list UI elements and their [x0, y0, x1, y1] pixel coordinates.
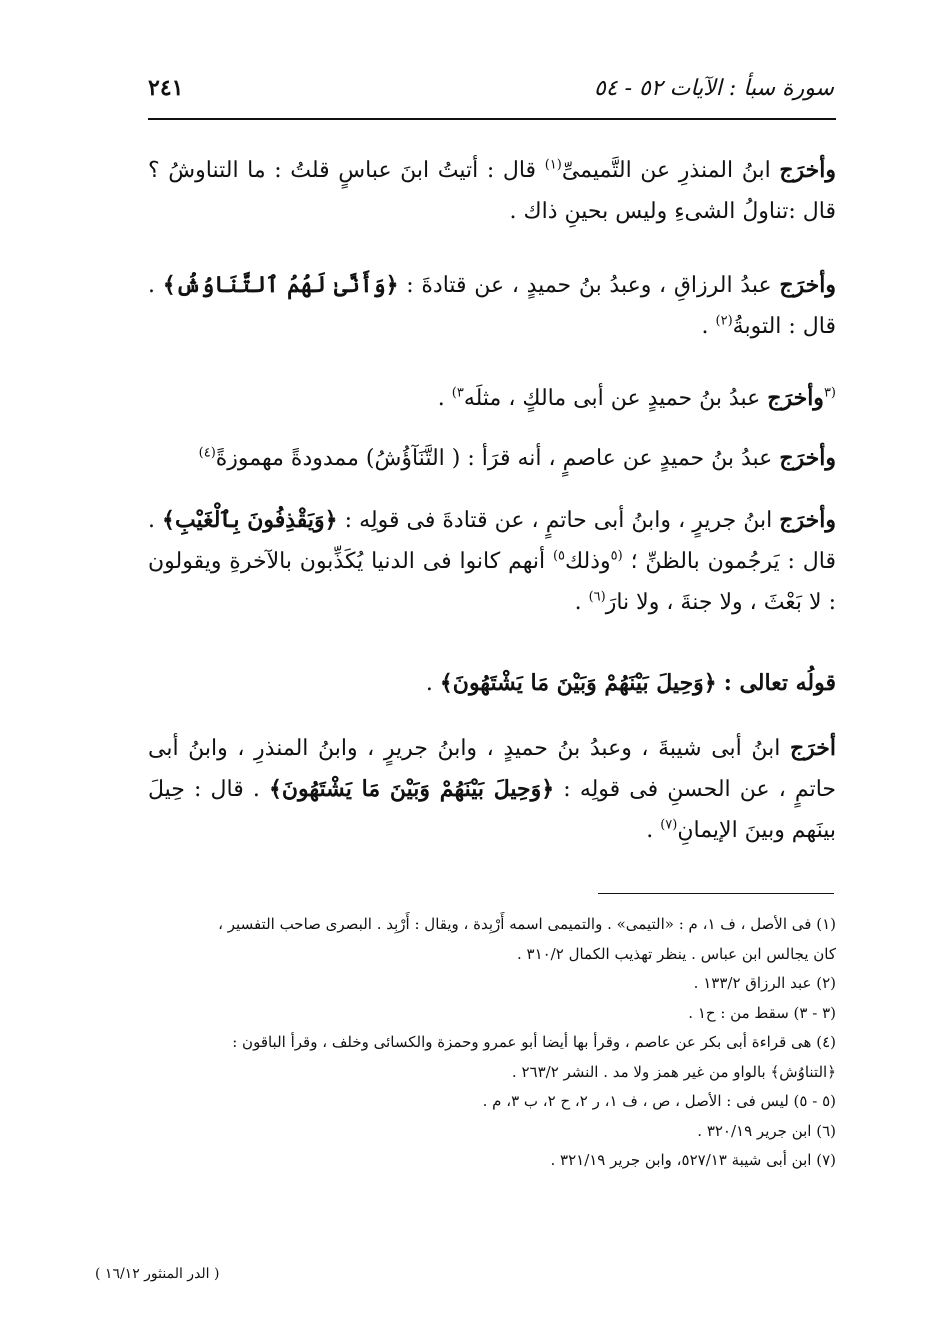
footnote-ref: (٤) [198, 445, 216, 461]
page-number: ٢٤١ [148, 75, 184, 101]
lead-word: وأخرَج [779, 272, 836, 298]
footnote-line: كان يجالس ابن عباس . ينظر تهذيب الكمال ٣١٠/٢ . [516, 944, 836, 963]
footnote-line: (٢) عبد الرزاق ١٣٣/٢ . [693, 974, 836, 992]
paragraph-text: . [646, 818, 654, 843]
footnote-ref: (٢) [715, 313, 733, 329]
paragraph-text: . [574, 590, 582, 615]
paragraph-2 [148, 265, 836, 347]
volume-reference: ( الدر المنثور ١٦/١٢ ) [95, 1266, 220, 1282]
footnote-ref: (١) [544, 157, 562, 173]
quran-verse: ﴿وَحِيلَ بَيْنَهُمْ وَبَيْنَ مَا يَشْتَهُونَ﴾ [268, 776, 555, 802]
lead-word: وأخرَج [767, 385, 824, 411]
paragraph-1 [148, 150, 836, 232]
footnote-ref: ٥) [552, 548, 565, 564]
footnote-line: (٥ - ٥) ليس فى : الأصل ، ص ، ف ١، ر ٢، ح ٢، ب ٣، م . [482, 1092, 836, 1110]
footnote-ref: (٦) [588, 589, 606, 605]
paragraph-text: . [425, 671, 433, 696]
quran-verse: ﴿وَيَقْذِفُونَ بِٱلْغَيْبِ﴾ [162, 507, 338, 533]
lead-word: قولُه تعالى : [723, 670, 836, 696]
paragraph-text: قال : أتيتُ ابنَ عباسٍ قلتُ : ما التناوشُ ؟ قال :تناولُ الشىءِ وليس بحينِ ذاك . [148, 158, 836, 224]
paragraph-text: عبدُ بنُ حميدٍ عن عاصمٍ ، أنه قرَأ : ( التَّنَآؤُشُ) ممدودةً مهموزةً [215, 446, 773, 471]
paragraph-text: . [437, 386, 445, 411]
footnote-line: (٣ - ٣) سقط من : ح١ . [688, 1003, 836, 1022]
paragraph-text: أنهم كانوا فى الدنيا يُكَذِّبون بالآخرةِ ويقولون : لا بَعْثَ ، ولا جنةَ ، ولا نارَ [148, 549, 836, 615]
footnote-line: ﴿التناوُش﴾ بالواو من غير همز ولا مد . النشر ٢٦٣/٢ . [511, 1062, 836, 1081]
footnotes [148, 910, 836, 1176]
footnote-line: (٧) ابن أبى شيبة ٥٢٧/١٣، وابن جرير ٣٢١/١٩ . [550, 1151, 836, 1169]
paragraph-text: . قال : حِيلَ بينَهم وبينَ الإيمانِ [148, 777, 836, 843]
paragraph-text: ابنُ المنذرِ عن التَّميمىِّ [561, 158, 771, 183]
running-header [148, 68, 834, 108]
paragraph-text: ابنُ أبى شيبةَ ، وعبدُ بنُ حميدٍ ، وابنُ جريرٍ ، وابنُ المنذرِ ، وابنُ أبى حاتمٍ ، عن الحسنِ فى قولِه : [148, 736, 836, 802]
header-rule [148, 118, 836, 120]
paragraph-text: عبدُ بنُ حميدٍ عن أبى مالكٍ ، مثلَه [463, 386, 761, 411]
footnote-ref: (٥ [610, 548, 623, 564]
lead-word: أخرَج [789, 735, 836, 761]
footnote-line: (٦) ابن جرير ٣٢٠/١٩ . [697, 1121, 836, 1140]
paragraph-4 [148, 438, 836, 479]
quran-verse: ﴿وَأَنَّىٰ لَهُمُ ٱلتَّنَاوُشُ﴾ [162, 272, 399, 298]
header-title: سورة سبأ : الآيات ٥٢ - ٥٤ [593, 75, 834, 101]
paragraph-6 [148, 663, 836, 704]
paragraph-text: . [701, 314, 709, 339]
lead-word: وأخرَج [779, 445, 836, 471]
footnote-ref: (٣ [823, 385, 836, 401]
footnote-ref: ٣) [451, 385, 464, 401]
footnote-ref: (٧) [660, 817, 678, 833]
lead-word: وأخرَج [779, 157, 836, 183]
footnote-rule [598, 893, 834, 894]
paragraph-text: . قال : التوبةُ [148, 273, 836, 339]
paragraph-text: . قال : يَرجُمون بالظنِّ ؛ [148, 508, 836, 574]
quran-verse: ﴿وَحِيلَ بَيْنَهُمْ وَبَيْنَ مَا يَشْتَهُونَ﴾ [439, 670, 717, 696]
paragraph-text: ابنُ جريرٍ ، وابنُ أبى حاتمٍ ، عن قتادةَ فى قولِه : [344, 508, 773, 533]
paragraph-3 [148, 378, 836, 419]
footnote-line: (٤) هى قراءة أبى بكر عن عاصم ، وقرأ بها أيضا أبو عمرو وحمزة والكسائى وخلف ، وقرأ الباقون : [232, 1033, 836, 1051]
paragraph-5 [148, 500, 836, 623]
paragraph-text: وذلك [565, 549, 611, 574]
footnote-line: (١) فى الأصل ، ف ١، م : «التيمى» . والتميمى اسمه أَرْبِدة ، ويقال : أَرْبِد . البصرى صاحب التفسير ، [218, 915, 836, 933]
paragraph-7 [148, 728, 836, 851]
lead-word: وأخرَج [779, 507, 836, 533]
paragraph-text: عبدُ الرزاقِ ، وعبدُ بنُ حميدٍ ، عن قتادةَ : [406, 273, 772, 298]
